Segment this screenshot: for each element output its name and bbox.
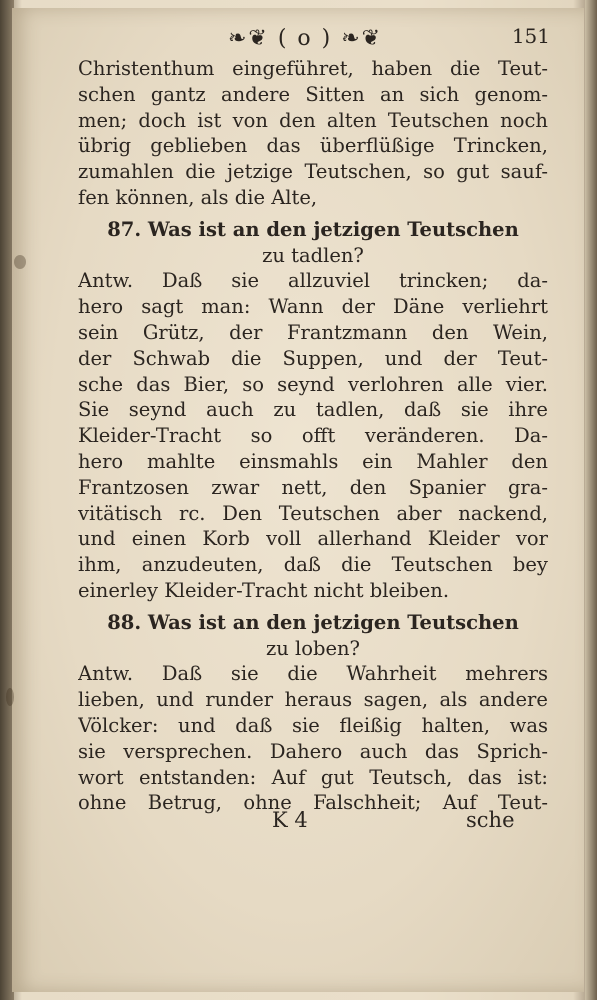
word: das: [266, 134, 301, 158]
text-line: [78, 159, 548, 185]
question-heading: 87. Was ist an den jetzigen Teutschen: [107, 217, 519, 241]
word: Teutschen: [278, 501, 380, 525]
word: Wahrheit: [346, 662, 437, 686]
text-line: [78, 661, 548, 687]
word: die: [185, 160, 216, 184]
word: gut: [320, 765, 354, 789]
word: Da-: [514, 424, 548, 448]
word: der: [78, 346, 112, 370]
word: daß: [235, 713, 273, 737]
word: wort: [78, 765, 124, 789]
word: Grütz,: [142, 320, 205, 344]
word: ohne: [243, 791, 292, 815]
text-line: [78, 133, 548, 159]
word: allzuviel: [288, 269, 370, 293]
word: bey: [512, 553, 548, 577]
text-line: [78, 526, 548, 552]
word: versprechen.: [123, 739, 253, 763]
word: Betrug,: [147, 791, 223, 815]
word: man:: [201, 295, 251, 319]
word: Trincken,: [453, 134, 548, 158]
running-header: [210, 22, 550, 52]
word: ohne: [78, 791, 127, 815]
word: Suppen,: [282, 346, 364, 370]
text-line: [78, 449, 548, 475]
word: sich: [419, 82, 460, 106]
word: sauf-: [500, 160, 548, 184]
word: Kleider-Tracht: [78, 424, 222, 448]
word: der: [443, 346, 477, 370]
word: ein: [362, 449, 393, 473]
word: Völcker:: [78, 713, 159, 737]
word: zumahlen: [78, 160, 174, 184]
word: Teutschen,: [304, 160, 412, 184]
word: sagen,: [363, 688, 429, 712]
text-line: [78, 475, 548, 501]
word: gantz: [150, 82, 206, 106]
word: einsmahls: [239, 449, 339, 473]
word: Frantzmann: [286, 320, 408, 344]
word: jetzige: [227, 160, 293, 184]
word: vitätisch: [78, 501, 163, 525]
word: Antw.: [78, 269, 134, 293]
question-heading-cont: zu tadlen?: [262, 243, 364, 267]
word: Daß: [162, 269, 203, 293]
ink-stain: [14, 255, 26, 269]
text-line: [78, 423, 548, 449]
word: heraus: [284, 688, 353, 712]
word: sie: [291, 713, 320, 737]
word: runder: [205, 688, 274, 712]
word: halten,: [421, 713, 491, 737]
word: Wann: [268, 295, 324, 319]
word: die: [449, 57, 481, 80]
word: andere: [478, 688, 548, 712]
word: den: [511, 449, 548, 473]
page-edge: [585, 0, 597, 1000]
word: entstanden:: [139, 765, 257, 789]
question-heading-cont: zu loben?: [265, 636, 361, 660]
word: anzudeuten,: [141, 553, 264, 577]
word: Teutschen: [387, 108, 489, 132]
word: Korb: [202, 527, 250, 551]
word: vier.: [505, 372, 548, 396]
word: die: [231, 346, 262, 370]
word: Falschheit;: [313, 791, 422, 815]
word: auch: [206, 398, 254, 422]
word: so: [423, 160, 445, 184]
word: daß: [283, 553, 321, 577]
word: als: [439, 688, 468, 712]
header-ornament: ❧❦ ( o ) ❧❦: [228, 26, 383, 51]
word: schen: [78, 82, 136, 106]
word: Spanier: [408, 475, 486, 499]
word: Teut-: [497, 791, 548, 815]
word: fleißig: [339, 713, 402, 737]
text-line: einerley Kleider-Tracht nicht bleiben.: [78, 578, 450, 602]
word: hero: [78, 449, 124, 473]
word: noch: [500, 108, 548, 132]
word: Frantzosen: [78, 475, 189, 499]
word: zu: [273, 398, 297, 422]
word: Teutschen: [391, 553, 493, 577]
word: andere: [220, 82, 291, 106]
word: der: [341, 295, 375, 319]
signature-mark: K 4: [272, 808, 308, 832]
text-line: fen können, als die Alte,: [78, 185, 318, 209]
text-line: [78, 713, 548, 739]
word: hero: [78, 295, 124, 319]
word: men;: [78, 108, 128, 132]
body-text: [78, 56, 548, 816]
word: zwar: [211, 475, 260, 499]
word: Kleider: [427, 527, 500, 551]
word: Antw.: [78, 662, 134, 686]
word: verlohren: [347, 372, 444, 396]
text-line: [78, 82, 548, 108]
word: mehrers: [465, 662, 548, 686]
text-line: [78, 372, 548, 398]
text-line: [78, 765, 548, 791]
text-line: [78, 687, 548, 713]
word: der: [229, 320, 263, 344]
word: die: [341, 553, 372, 577]
word: das: [424, 739, 460, 763]
word: Dahero: [269, 739, 343, 763]
text-line: [78, 346, 548, 372]
word: voll: [266, 527, 302, 551]
word: aber: [396, 501, 442, 525]
word: seynd: [277, 372, 335, 396]
word: Mahler: [416, 449, 488, 473]
word: an: [380, 82, 405, 106]
word: nackend,: [458, 501, 548, 525]
word: eingeführet,: [232, 57, 354, 80]
word: Auf: [271, 765, 306, 789]
word: alten: [326, 108, 377, 132]
text-line: [78, 320, 548, 346]
text-line: [78, 294, 548, 320]
word: Teut-: [497, 57, 548, 80]
word: rc.: [179, 501, 206, 525]
word: ist: [197, 108, 222, 132]
word: vor: [515, 527, 548, 551]
page-number: 151: [511, 24, 550, 48]
word: gra-: [507, 475, 548, 499]
word: einen: [131, 527, 187, 551]
word: sie: [230, 662, 259, 686]
word: seynd: [128, 398, 187, 422]
word: daß: [404, 398, 442, 422]
word: die: [287, 662, 318, 686]
word: und: [384, 346, 423, 370]
word: gut: [456, 160, 490, 184]
word: den: [279, 108, 316, 132]
word: sie: [78, 739, 106, 763]
catchword: sche: [466, 808, 515, 832]
word: sagt: [141, 295, 184, 319]
word: auch: [359, 739, 408, 763]
word: verliehrt: [462, 295, 548, 319]
ink-stain: [6, 688, 14, 706]
word: Schwab: [132, 346, 211, 370]
word: Sitten: [305, 82, 365, 106]
question-heading: 88. Was ist an den jetzigen Teutschen: [107, 610, 519, 634]
word: Christenthum: [78, 57, 215, 80]
word: Bier,: [183, 372, 230, 396]
text-line: [78, 397, 548, 423]
word: sie: [231, 269, 260, 293]
word: den: [349, 475, 387, 499]
text-line: [78, 56, 548, 82]
word: Den: [222, 501, 262, 525]
word: das: [136, 372, 171, 396]
word: allerhand: [317, 527, 412, 551]
word: Daß: [161, 662, 203, 686]
word: Teut-: [497, 346, 548, 370]
word: da-: [517, 269, 548, 293]
word: veränderen.: [364, 424, 485, 448]
word: so: [242, 372, 264, 396]
word: das: [467, 765, 502, 789]
text-line: [78, 552, 548, 578]
word: doch: [138, 108, 187, 132]
word: genom-: [474, 82, 548, 106]
word: überflüßige: [319, 134, 435, 158]
word: Teutsch,: [369, 765, 453, 789]
word: ihm,: [78, 553, 122, 577]
word: Sprich-: [476, 739, 548, 763]
word: haben: [371, 57, 433, 80]
text-line: [78, 108, 548, 134]
word: ist:: [517, 765, 548, 789]
word: und: [156, 688, 194, 712]
word: von: [232, 108, 268, 132]
text-line: [78, 501, 548, 527]
word: geblieben: [150, 134, 248, 158]
word: offt: [301, 424, 336, 448]
word: sie: [460, 398, 489, 422]
word: mahlte: [146, 449, 216, 473]
word: und: [178, 713, 216, 737]
word: ihre: [508, 398, 548, 422]
word: Sie: [78, 398, 110, 422]
text-line: [78, 268, 548, 294]
word: alle: [456, 372, 493, 396]
word: so: [250, 424, 273, 448]
word: trincken;: [398, 269, 489, 293]
text-line: [78, 739, 548, 765]
word: was: [509, 713, 548, 737]
word: Däne: [392, 295, 445, 319]
word: übrig: [78, 134, 132, 158]
word: und: [78, 527, 116, 551]
word: den: [431, 320, 469, 344]
word: nett,: [281, 475, 328, 499]
word: tadlen,: [315, 398, 385, 422]
word: Auf: [442, 791, 477, 815]
word: Wein,: [492, 320, 548, 344]
word: sein: [78, 320, 119, 344]
word: sche: [78, 372, 124, 396]
word: lieben,: [78, 688, 145, 712]
